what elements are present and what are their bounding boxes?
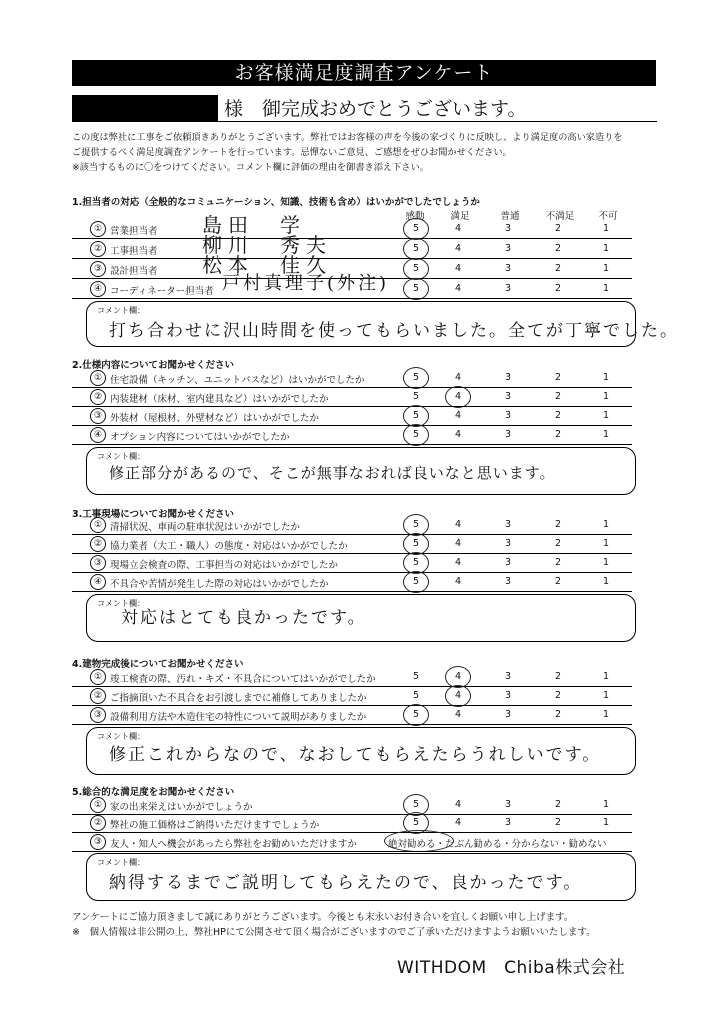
row-underline [72, 572, 632, 573]
rating-option-4[interactable]: 4 [454, 372, 462, 383]
greeting-text: 様 御完成おめでとうございます。 [224, 98, 527, 120]
question-label: 工事担当者 [110, 246, 158, 257]
item-number: ③ [90, 834, 106, 850]
rating-option-1[interactable]: 1 [602, 372, 610, 383]
item-number: ② [90, 688, 106, 704]
question-label: 設備利用方法や木造住宅の特性について説明がありましたか [110, 712, 367, 723]
comment-box[interactable] [86, 853, 636, 901]
question-row [72, 233, 632, 258]
item-number: ④ [90, 574, 106, 590]
question-row [72, 389, 632, 406]
question-row [72, 669, 632, 686]
company-name: WITHDOM Chiba株式会社 [397, 958, 626, 978]
footer-notes [72, 910, 596, 940]
rating-option-2[interactable]: 2 [554, 690, 562, 701]
row-underline [72, 425, 632, 426]
question-row [72, 517, 632, 534]
row-underline [72, 591, 632, 592]
question-row [72, 555, 632, 572]
question-label: 住宅設備（キッチン、ユニットバスなど）はいかがでしたか [110, 375, 365, 386]
question-label: 内装建材（床材、室内建具など）はいかがでしたか [110, 394, 329, 405]
handwritten-comment: 修正部分があるので、そこが無事なおれば良いなと思います。 [109, 464, 556, 482]
question-label: 家の出来栄えはいかがでしょうか [110, 802, 253, 813]
rating-option-3[interactable]: 3 [504, 817, 512, 828]
rating-header-kandou: 感動 [405, 211, 425, 222]
rating-option-1[interactable]: 1 [602, 817, 610, 828]
question-row [72, 688, 632, 705]
item-number: ② [90, 241, 106, 257]
section-3-title: 3.工事現場についてお聞かせください [72, 509, 235, 520]
rating-option-5[interactable]: 5 [406, 263, 426, 274]
rating-option-3[interactable]: 3 [504, 410, 512, 421]
comment-label: コメント欄： [97, 599, 145, 608]
item-number: ① [90, 221, 106, 237]
item-number: ② [90, 536, 106, 552]
handwritten-comment: 修正これからなので、なおしてもらえたらうれしいです。 [109, 745, 602, 765]
item-number: ① [90, 797, 106, 813]
intro-line: ご提供するべく満足度調査アンケートを行っています。忌憚ないご意見、ご感想をぜひお聞かせください。 [72, 147, 512, 158]
row-underline [72, 406, 632, 407]
handwritten-name: 島田 学 [202, 213, 306, 237]
rating-option-4[interactable]: 4 [454, 429, 462, 440]
rating-option-5[interactable]: 5 [406, 538, 426, 549]
section-1-title: 1.担当者の対応（全般的なコミュニケーション、知識、技術も含め）はいかがでしたでしょうか [72, 197, 480, 208]
rating-option-3[interactable]: 3 [504, 576, 512, 587]
rating-option-1[interactable]: 1 [602, 671, 610, 682]
rating-option-5[interactable]: 5 [412, 690, 420, 701]
rating-option-5[interactable]: 5 [406, 223, 426, 234]
comment-box[interactable] [86, 727, 636, 775]
rating-option-3[interactable]: 3 [504, 243, 512, 254]
rating-header-fumanzoku: 不満足 [545, 211, 575, 222]
question-row [72, 273, 632, 298]
question-row [72, 707, 632, 724]
rating-option-2[interactable]: 2 [554, 223, 562, 234]
rating-option-1[interactable]: 1 [602, 557, 610, 568]
rating-option-4[interactable]: 4 [454, 709, 462, 720]
rating-option-1[interactable]: 1 [602, 391, 610, 402]
rating-option-2[interactable]: 2 [554, 410, 562, 421]
comment-label: コメント欄： [97, 452, 145, 461]
section-4-title: 4.建物完成後についてお聞かせください [72, 659, 244, 670]
rating-option-3[interactable]: 3 [504, 690, 512, 701]
comment-box[interactable] [86, 594, 636, 642]
handwritten-comment: 対応はとても良かったです。 [121, 608, 367, 628]
row-underline [72, 553, 632, 554]
rating-option-3[interactable]: 3 [504, 519, 512, 530]
rating-option-5[interactable]: 5 [406, 429, 426, 440]
intro-text [72, 130, 692, 175]
rating-option-3[interactable]: 3 [504, 557, 512, 568]
recommend-choices[interactable]: 絶対勧める・たぶん勧める・分からない・勧めない [388, 839, 607, 850]
question-label: 協力業者（大工・職人）の態度・対応はいかがでしたか [110, 541, 348, 552]
question-label: 外装材（屋根材、外壁材など）はいかがでしたか [110, 413, 320, 424]
question-row [72, 834, 632, 851]
rating-option-1[interactable]: 1 [602, 283, 610, 294]
rating-option-5[interactable]: 5 [406, 709, 426, 720]
rating-option-1[interactable]: 1 [602, 576, 610, 587]
greeting-underline [72, 121, 657, 122]
rating-option-1[interactable]: 1 [602, 243, 610, 254]
handwritten-comment: 打ち合わせに沢山時間を使ってもらいました。全てが丁寧でした。 [109, 321, 679, 341]
rating-option-2[interactable]: 2 [554, 538, 562, 549]
item-number: ① [90, 370, 106, 386]
rating-option-5[interactable]: 5 [406, 817, 426, 828]
question-row [72, 408, 632, 425]
item-number: ③ [90, 261, 106, 277]
rating-option-1[interactable]: 1 [602, 799, 610, 810]
handwritten-name: 柳川 秀夫 [202, 233, 332, 257]
rating-header-fuka: 不可 [598, 211, 618, 222]
section-2-title: 2.仕様内容についてお聞かせください [72, 360, 235, 371]
rating-option-3[interactable]: 3 [504, 799, 512, 810]
rating-option-5[interactable]: 5 [406, 799, 426, 810]
rating-option-2[interactable]: 2 [554, 429, 562, 440]
row-underline [72, 724, 632, 725]
rating-option-4[interactable]: 4 [448, 391, 468, 402]
rating-option-2[interactable]: 2 [554, 671, 562, 682]
question-row [72, 574, 632, 591]
footer-line: アンケートにご協力頂きまして誠にありがとうございます。今後とも末永いお付き合いを宜しくお願い申し上げます。 [72, 912, 574, 923]
comment-box[interactable] [86, 301, 679, 347]
rating-option-4[interactable]: 4 [454, 243, 462, 254]
rating-header-manzoku: 満足 [450, 211, 470, 222]
rating-option-2[interactable]: 2 [554, 283, 562, 294]
row-underline [72, 686, 632, 687]
rating-option-5[interactable]: 5 [406, 576, 426, 587]
rating-option-2[interactable]: 2 [554, 263, 562, 274]
item-number: ③ [90, 555, 106, 571]
question-row [72, 370, 632, 387]
question-label: 弊社の施工価格はご納得いただけますでしょうか [110, 820, 320, 831]
question-label: コーディネーター担当者 [110, 286, 214, 297]
row-underline [72, 258, 632, 259]
redacted-customer-name [72, 95, 218, 121]
rating-option-4[interactable]: 4 [454, 283, 462, 294]
rating-option-1[interactable]: 1 [602, 519, 610, 530]
question-label: 竣工検査の際、汚れ・キズ・不具合についてはいかがでしたか [110, 674, 376, 685]
rating-option-1[interactable]: 1 [602, 709, 610, 720]
rating-option-3[interactable]: 3 [504, 709, 512, 720]
rating-option-1[interactable]: 1 [602, 410, 610, 421]
rating-option-3[interactable]: 3 [504, 283, 512, 294]
row-underline [72, 705, 632, 706]
rating-option-4[interactable]: 4 [454, 799, 462, 810]
rating-option-2[interactable]: 2 [554, 372, 562, 383]
rating-option-2[interactable]: 2 [554, 817, 562, 828]
rating-option-3[interactable]: 3 [504, 372, 512, 383]
rating-option-3[interactable]: 3 [504, 391, 512, 402]
handwritten-comment: 納得するまでご説明してもらえたので、良かったです。 [109, 873, 583, 893]
row-underline [72, 298, 632, 299]
rating-option-3[interactable]: 3 [504, 671, 512, 682]
comment-label: コメント欄： [97, 858, 145, 867]
row-underline [72, 387, 632, 388]
item-number: ② [90, 389, 106, 405]
rating-option-2[interactable]: 2 [554, 799, 562, 810]
row-underline [72, 444, 632, 445]
rating-option-5[interactable]: 5 [406, 410, 426, 421]
comment-label: コメント欄： [97, 732, 145, 741]
rating-option-5[interactable]: 5 [406, 243, 426, 254]
intro-line: ※該当するものに〇をつけてください。コメント欄に評価の理由を御書き添え下さい。 [72, 162, 429, 173]
rating-option-1[interactable]: 1 [602, 223, 610, 234]
item-number: ② [90, 815, 106, 831]
item-number: ① [90, 669, 106, 685]
rating-option-5[interactable]: 5 [406, 557, 426, 568]
rating-option-1[interactable]: 1 [602, 538, 610, 549]
rating-option-3[interactable]: 3 [504, 429, 512, 440]
section-5-title: 5.総合的な満足度をお聞かせください [72, 787, 235, 798]
rating-header-futsuu: 普通 [500, 211, 520, 222]
rating-option-5[interactable]: 5 [406, 372, 426, 383]
item-number: ③ [90, 707, 106, 723]
rating-option-1[interactable]: 1 [602, 429, 610, 440]
item-number: ① [90, 517, 106, 533]
rating-option-4[interactable]: 4 [448, 671, 468, 682]
handwritten-name: 戸村真理子(外注) [222, 273, 390, 294]
question-label: 設計担当者 [110, 266, 158, 277]
intro-line: この度は弊社に工事をご依頼頂きありがとうございます。弊社ではお客様の声を今後の家づくりに反映し、より満足度の高い家造りを [72, 132, 623, 143]
question-label: 友人・知人へ機会があったら弊社をお勧めいただけますか [110, 839, 357, 850]
question-row [72, 536, 632, 553]
question-label: ご指摘頂いた不具合をお引渡しまでに補修してありましたか [110, 693, 367, 704]
question-row [72, 815, 632, 832]
rating-option-5[interactable]: 5 [412, 391, 420, 402]
survey-title: お客様満足度調査アンケート [72, 60, 656, 86]
rating-option-4[interactable]: 4 [454, 576, 462, 587]
item-number: ④ [90, 427, 106, 443]
comment-label: コメント欄： [97, 306, 145, 315]
rating-option-5[interactable]: 5 [412, 671, 420, 682]
question-row [72, 797, 632, 814]
rating-option-1[interactable]: 1 [602, 690, 610, 701]
rating-option-2[interactable]: 2 [554, 557, 562, 568]
rating-option-3[interactable]: 3 [504, 538, 512, 549]
question-label: 営業担当者 [110, 226, 158, 237]
rating-option-2[interactable]: 2 [554, 709, 562, 720]
rating-option-4[interactable]: 4 [454, 410, 462, 421]
item-number: ④ [90, 281, 106, 297]
rating-option-3[interactable]: 3 [504, 263, 512, 274]
question-label: 不具合や苦情が発生した際の対応はいかがでしたか [110, 579, 329, 590]
question-label: 現場立会検査の際、工事担当の対応はいかがでしたか [110, 560, 339, 571]
rating-option-5[interactable]: 5 [406, 519, 426, 530]
rating-option-1[interactable]: 1 [602, 263, 610, 274]
row-underline [72, 832, 632, 833]
rating-option-4[interactable]: 4 [454, 557, 462, 568]
rating-option-2[interactable]: 2 [554, 576, 562, 587]
rating-option-4[interactable]: 4 [454, 223, 462, 234]
comment-box[interactable] [86, 447, 636, 495]
rating-option-2[interactable]: 2 [554, 243, 562, 254]
rating-option-4[interactable]: 4 [454, 519, 462, 530]
question-row [72, 427, 632, 444]
row-underline [72, 851, 632, 852]
rating-option-3[interactable]: 3 [504, 223, 512, 234]
rating-option-4[interactable]: 4 [454, 538, 462, 549]
rating-option-2[interactable]: 2 [554, 391, 562, 402]
rating-option-4[interactable]: 4 [454, 817, 462, 828]
rating-option-5[interactable]: 5 [406, 283, 426, 294]
row-underline [72, 238, 632, 239]
rating-option-4[interactable]: 4 [448, 690, 468, 701]
rating-option-2[interactable]: 2 [554, 519, 562, 530]
item-number: ③ [90, 408, 106, 424]
row-underline [72, 534, 632, 535]
question-label: オプション内容についてはいかがでしたか [110, 432, 290, 443]
footer-line: ※ 個人情報は非公開の上、弊社HPにて公開させて頂く場合がございますのでご了承いただけますようお願いいたします。 [72, 927, 596, 938]
rating-option-4[interactable]: 4 [454, 263, 462, 274]
handwritten-name: 松本 佳久 [202, 253, 332, 277]
question-label: 清掃状況、車両の駐車状況はいかがでしたか [110, 522, 301, 533]
